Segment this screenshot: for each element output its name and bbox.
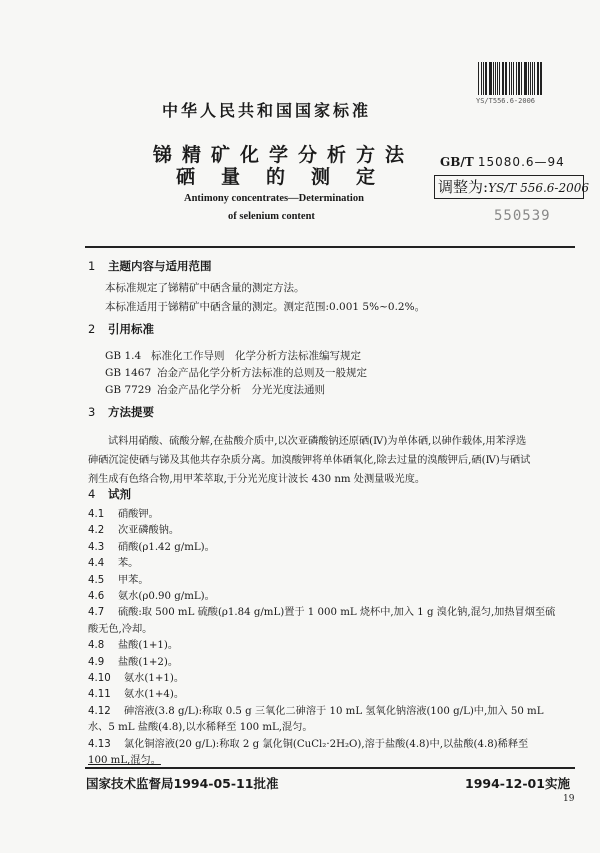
barcode-bar (497, 62, 498, 95)
standard-prefix: GB/T (440, 155, 474, 169)
paragraph: 本标准规定了锑精矿中硒含量的测定方法。 (105, 282, 305, 294)
item-text: 硝酸(ρ1.42 g/mL)。 (118, 541, 215, 553)
barcode-text: YS/T556.6-2006 (476, 97, 536, 105)
standard-number (440, 155, 565, 169)
reference-title: 冶金产品化学分析方法标准的总则及一般规定 (157, 367, 367, 379)
barcode-bar (518, 62, 520, 95)
section-title: 引用标准 (108, 322, 154, 336)
barcode-bar (489, 62, 490, 95)
section-title: 试剂 (108, 487, 131, 501)
section-number: 4 (88, 487, 96, 501)
paragraph-line: 试料用硝酸、硫酸分解,在盐酸介质中,以次亚磷酸钠还原硒(Ⅳ)为单体硒,以砷作载体,用苯浮选 (108, 436, 527, 447)
barcode-bar (541, 62, 542, 95)
barcode-bar (493, 62, 494, 95)
reagent-item (88, 540, 555, 556)
reagent-item (88, 638, 555, 654)
approval-text: 国家技术监督局1994-05-11批准 (86, 776, 279, 791)
item-continuation: 酸无色,冷却。 (88, 623, 153, 635)
barcode-bar (499, 62, 500, 95)
barcode-bar (524, 62, 525, 95)
barcode-bar (534, 62, 535, 95)
reference-title: 标准化工作导则 化学分析方法标准编写规定 (151, 350, 361, 362)
barcode-bar (505, 62, 506, 95)
item-number: 4.5 (88, 574, 105, 586)
section-2-heading (88, 321, 154, 337)
title-line-2: 硒量的测定 (176, 166, 402, 188)
adjustment-stamp (434, 175, 590, 199)
item-text: 甲苯。 (118, 574, 149, 586)
barcode-bar (502, 62, 504, 95)
method-summary (88, 432, 530, 489)
section-title: 主题内容与适用范围 (108, 259, 212, 273)
item-number: 4.10 (88, 673, 111, 685)
english-title-line-1: Antimony concentrates—Determination (184, 193, 364, 204)
section-1-heading (88, 258, 212, 274)
barcode-bar (532, 62, 533, 95)
effective-date: 1994-12-01实施 (465, 776, 570, 791)
barcode-bar (485, 62, 487, 95)
item-text: 苯。 (118, 558, 139, 570)
item-continuation: 水、5 mL 盐酸(4.8),以水稀释至 100 mL,混匀。 (88, 722, 313, 734)
item-text: 硫酸:取 500 mL 硫酸(ρ1.84 g/mL)置于 1 000 mL 烧杯中,加入 1 g 溴化钠,混匀,加热冒烟至硫 (118, 607, 556, 619)
barcode (478, 62, 544, 95)
barcode-bar (540, 62, 541, 95)
item-number: 4.1 (88, 509, 105, 520)
item-number: 4.11 (88, 689, 111, 701)
header-rule (85, 246, 575, 248)
barcode-bar (478, 62, 479, 95)
item-text: 砷溶液(3.8 g/L):称取 0.5 g 三氧化二砷溶于 10 mL 氢氧化钠溶液(100 g/L)中,加入 50 mL (124, 705, 544, 717)
reagent-item (88, 704, 555, 720)
reagent-item (88, 737, 555, 753)
section-3-heading (88, 404, 154, 420)
page-number: 19 (563, 794, 575, 804)
reference-list (105, 348, 367, 399)
reference-code: GB 1.4 (105, 350, 142, 362)
item-text: 硝酸钾。 (118, 509, 159, 520)
item-number: 4.3 (88, 541, 105, 553)
item-text: 盐酸(1+2)。 (118, 656, 179, 668)
item-text: 氨水(1+4)。 (124, 689, 185, 701)
reagent-item (88, 589, 555, 605)
title-line-1: 锑精矿化学分析方法 (153, 144, 415, 166)
item-continuation: 100 mL,混匀。 (88, 755, 161, 767)
adjusted-label: 调整为: (438, 178, 489, 196)
barcode-bar (495, 62, 496, 95)
section-number: 3 (88, 405, 96, 419)
reference-item (105, 365, 367, 382)
reference-title: 冶金产品化学分析 分光光度法通则 (157, 384, 325, 396)
section-number: 2 (88, 322, 96, 336)
reagent-item (88, 573, 555, 589)
item-number: 4.6 (88, 591, 105, 603)
barcode-bar (516, 62, 517, 95)
item-number: 4.4 (88, 558, 105, 570)
barcode-bar (483, 62, 484, 95)
item-number: 4.9 (88, 656, 105, 668)
barcode-bar (537, 62, 539, 95)
reference-code: GB 7729 (105, 384, 152, 396)
reagent-item (88, 605, 555, 621)
paragraph: 本标准适用于锑精矿中硒含量的测定。测定范围:0.001 5%~0.2%。 (105, 301, 426, 313)
barcode-bar (481, 62, 482, 95)
serial-number: 550539 (494, 208, 551, 224)
reagent-item (88, 556, 555, 572)
section-title: 方法提要 (108, 405, 154, 419)
barcode-bar (530, 62, 531, 95)
item-text: 盐酸(1+1)。 (118, 640, 179, 652)
reagent-item (88, 655, 555, 671)
reference-item (105, 382, 367, 399)
reagent-item (88, 671, 555, 687)
reagent-list (88, 507, 555, 770)
national-standard-heading: 中华人民共和国国家标准 (162, 101, 372, 120)
barcode-bar (490, 62, 491, 95)
item-number: 4.8 (88, 640, 105, 652)
section-4-heading (88, 486, 131, 502)
reference-code: GB 1467 (105, 367, 152, 379)
item-number: 4.13 (88, 738, 111, 750)
item-text: 氯化铜溶液(20 g/L):称取 2 g 氯化铜(CuCl₂·2H₂O),溶于盐酸(4.8)中,以盐酸(4.8)稀释至 (124, 738, 529, 750)
reagent-item (88, 687, 555, 703)
standard-number-value: 15080.6—94 (477, 155, 565, 169)
item-text: 次亚磷酸钠。 (118, 525, 180, 537)
footer-rule (85, 767, 575, 769)
barcode-bar (525, 62, 526, 95)
paragraph-line: 砷硒沉淀使硒与锑及其他共存杂质分离。加溴酸钾将单体硒氧化,除去过量的溴酸钾后,硒(Ⅳ)与硒试 (88, 455, 531, 466)
reagent-item (88, 523, 555, 539)
barcode-bar (513, 62, 514, 95)
reference-item (105, 348, 367, 365)
item-number: 4.2 (88, 525, 105, 537)
barcode-bar (511, 62, 512, 95)
barcode-bar (509, 62, 510, 95)
item-number: 4.12 (88, 705, 111, 717)
english-title-line-2: of selenium content (228, 211, 315, 222)
barcode-bar (528, 62, 529, 95)
barcode-bar (506, 62, 507, 95)
reagent-item (88, 507, 555, 523)
item-text: 氨水(ρ0.90 g/mL)。 (118, 591, 215, 603)
barcode-bar (521, 62, 522, 95)
paragraph-line: 剂生成有色络合物,用甲苯萃取,于分光光度计波长 430 nm 处测量吸光度。 (88, 474, 426, 485)
item-text: 氨水(1+1)。 (124, 673, 185, 685)
section-number: 1 (88, 259, 96, 273)
adjusted-value: YS/T 556.6-2006 (488, 181, 590, 195)
item-number: 4.7 (88, 607, 105, 619)
